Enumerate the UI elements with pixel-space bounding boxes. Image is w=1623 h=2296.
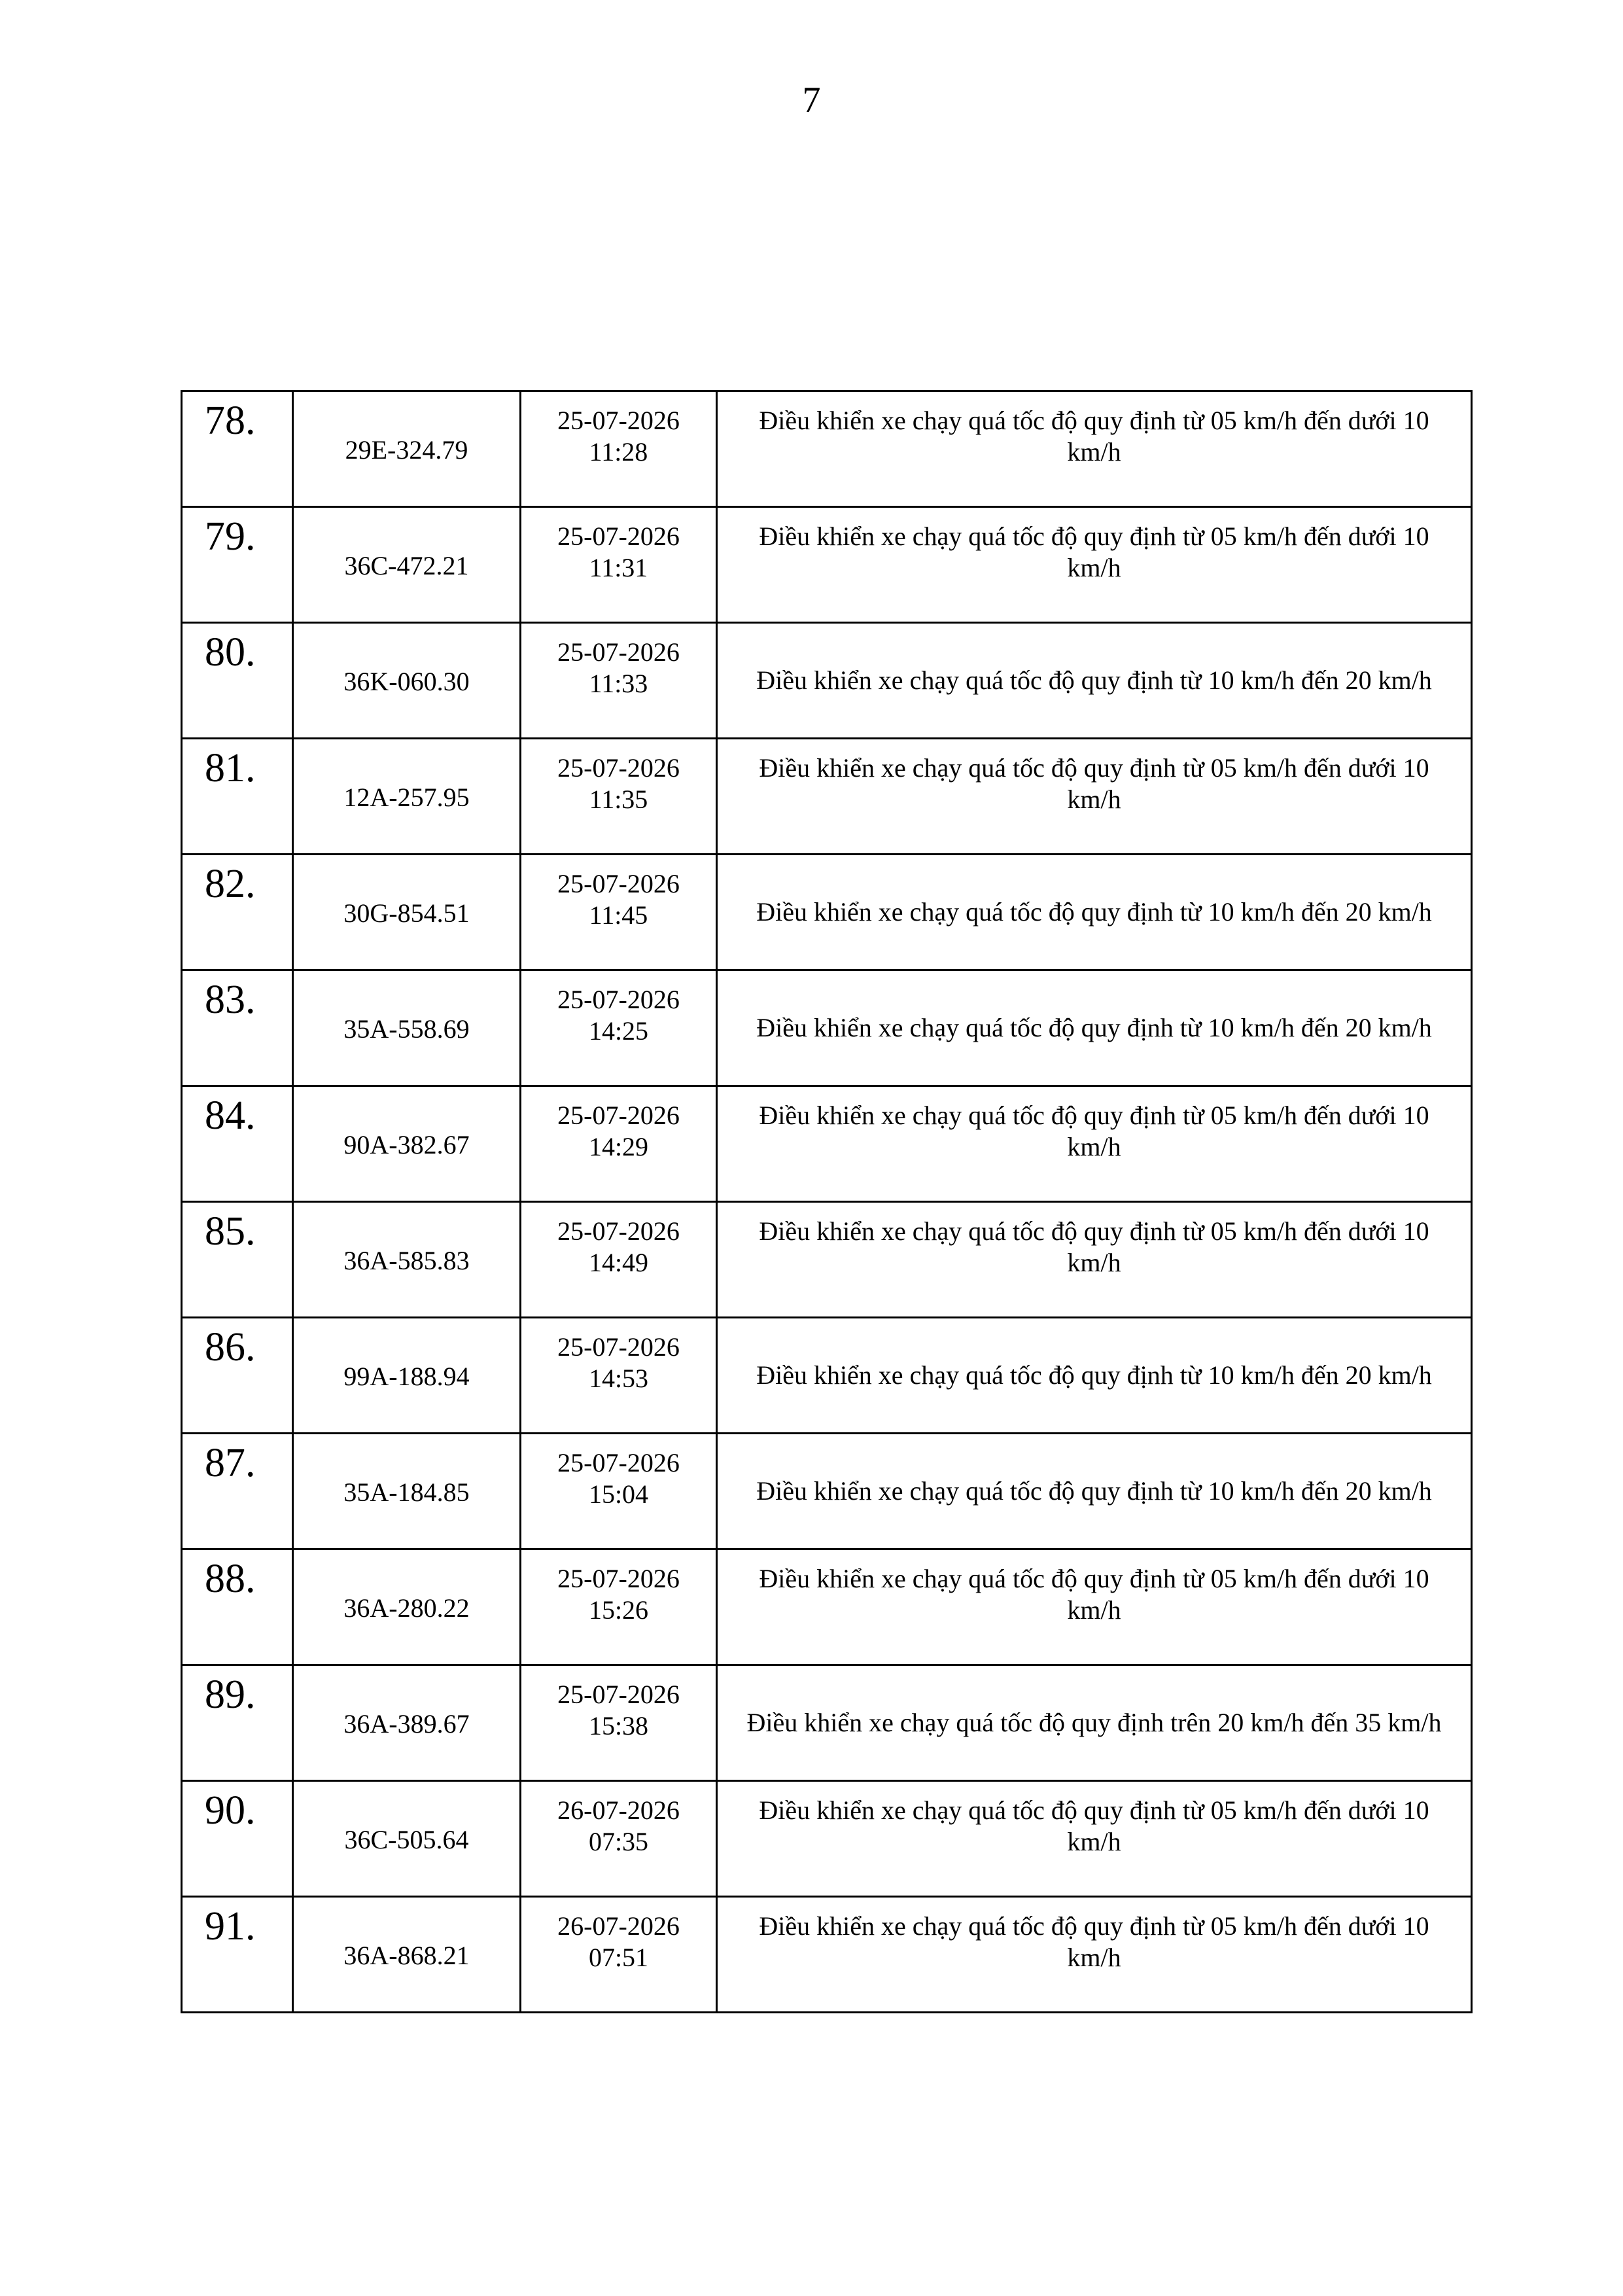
violation-time: 14:29 <box>588 1132 649 1161</box>
violation-datetime <box>521 391 717 507</box>
violation-date: 25-07-2026 <box>557 1564 680 1593</box>
violation-date: 26-07-2026 <box>557 1795 680 1825</box>
row-index: 79. <box>182 507 293 623</box>
violation-date: 25-07-2026 <box>557 1216 680 1246</box>
license-plate: 36C-472.21 <box>293 507 521 623</box>
violation-date: 25-07-2026 <box>557 1448 680 1477</box>
violation-datetime <box>521 1665 717 1781</box>
violation-time: 14:53 <box>588 1364 649 1393</box>
row-index: 81. <box>182 739 293 855</box>
violation-datetime <box>521 855 717 970</box>
violation-description: Điều khiển xe chạy quá tốc độ quy định từ 05 km/h đến dưới 10 km/h <box>717 739 1472 855</box>
license-plate: 36A-868.21 <box>293 1897 521 2013</box>
violation-description: Điều khiển xe chạy quá tốc độ quy định từ 10 km/h đến 20 km/h <box>717 623 1472 739</box>
license-plate: 90A-382.67 <box>293 1086 521 1202</box>
violation-time: 11:28 <box>589 437 648 467</box>
violation-time: 11:35 <box>589 785 648 814</box>
table-row <box>182 739 1472 855</box>
page-number: 7 <box>802 80 821 120</box>
violation-time: 14:25 <box>588 1016 649 1046</box>
table-row <box>182 1781 1472 1897</box>
license-plate: 36A-280.22 <box>293 1549 521 1665</box>
violations-table <box>181 390 1473 2013</box>
license-plate: 36K-060.30 <box>293 623 521 739</box>
row-index: 80. <box>182 623 293 739</box>
violation-description: Điều khiển xe chạy quá tốc độ quy định từ 05 km/h đến dưới 10 km/h <box>717 391 1472 507</box>
row-index: 90. <box>182 1781 293 1897</box>
violation-time: 15:04 <box>588 1479 649 1509</box>
license-plate: 36C-505.64 <box>293 1781 521 1897</box>
violation-datetime <box>521 1434 717 1549</box>
row-index: 87. <box>182 1434 293 1549</box>
violation-date: 25-07-2026 <box>557 1101 680 1130</box>
violation-time: 15:38 <box>588 1711 649 1740</box>
table-row <box>182 1318 1472 1434</box>
violation-datetime <box>521 1781 717 1897</box>
violation-date: 25-07-2026 <box>557 985 680 1014</box>
violation-description: Điều khiển xe chạy quá tốc độ quy định từ 10 km/h đến 20 km/h <box>717 855 1472 970</box>
row-index: 78. <box>182 391 293 507</box>
violation-time: 11:33 <box>589 669 648 698</box>
row-index: 83. <box>182 970 293 1086</box>
table-row <box>182 1897 1472 2013</box>
violation-date: 25-07-2026 <box>557 1332 680 1362</box>
row-index: 84. <box>182 1086 293 1202</box>
violation-time: 07:51 <box>588 1943 649 1972</box>
violation-date: 25-07-2026 <box>557 753 680 783</box>
violation-datetime <box>521 1202 717 1318</box>
license-plate: 12A-257.95 <box>293 739 521 855</box>
violation-time: 14:49 <box>588 1248 649 1277</box>
violation-description: Điều khiển xe chạy quá tốc độ quy định trên 20 km/h đến 35 km/h <box>717 1665 1472 1781</box>
violation-description: Điều khiển xe chạy quá tốc độ quy định từ 05 km/h đến dưới 10 km/h <box>717 1086 1472 1202</box>
row-index: 86. <box>182 1318 293 1434</box>
violation-description: Điều khiển xe chạy quá tốc độ quy định từ 05 km/h đến dưới 10 km/h <box>717 1549 1472 1665</box>
violation-time: 07:35 <box>588 1827 649 1856</box>
violation-date: 26-07-2026 <box>557 1911 680 1941</box>
license-plate: 35A-558.69 <box>293 970 521 1086</box>
violation-description: Điều khiển xe chạy quá tốc độ quy định từ 10 km/h đến 20 km/h <box>717 1434 1472 1549</box>
violation-date: 25-07-2026 <box>557 637 680 667</box>
table-row <box>182 1434 1472 1549</box>
table-row <box>182 1086 1472 1202</box>
row-index: 89. <box>182 1665 293 1781</box>
license-plate: 29E-324.79 <box>293 391 521 507</box>
violation-date: 25-07-2026 <box>557 1680 680 1709</box>
table-row <box>182 507 1472 623</box>
table-row <box>182 855 1472 970</box>
violation-datetime <box>521 1086 717 1202</box>
violation-time: 15:26 <box>588 1595 649 1625</box>
violation-datetime <box>521 1318 717 1434</box>
table-row <box>182 1202 1472 1318</box>
violation-datetime <box>521 507 717 623</box>
violation-datetime <box>521 1897 717 2013</box>
violation-description: Điều khiển xe chạy quá tốc độ quy định từ 05 km/h đến dưới 10 km/h <box>717 1781 1472 1897</box>
row-index: 91. <box>182 1897 293 2013</box>
violation-datetime <box>521 970 717 1086</box>
row-index: 85. <box>182 1202 293 1318</box>
violation-date: 25-07-2026 <box>557 521 680 551</box>
license-plate: 30G-854.51 <box>293 855 521 970</box>
table-row <box>182 1665 1472 1781</box>
violation-time: 11:31 <box>589 553 648 582</box>
violation-description: Điều khiển xe chạy quá tốc độ quy định từ 05 km/h đến dưới 10 km/h <box>717 1202 1472 1318</box>
row-index: 82. <box>182 855 293 970</box>
violation-time: 11:45 <box>589 900 648 930</box>
row-index: 88. <box>182 1549 293 1665</box>
violation-date: 25-07-2026 <box>557 406 680 435</box>
violation-datetime <box>521 739 717 855</box>
license-plate: 99A-188.94 <box>293 1318 521 1434</box>
table-row <box>182 391 1472 507</box>
table-row <box>182 1549 1472 1665</box>
license-plate: 36A-585.83 <box>293 1202 521 1318</box>
violation-description: Điều khiển xe chạy quá tốc độ quy định từ 05 km/h đến dưới 10 km/h <box>717 1897 1472 2013</box>
violation-description: Điều khiển xe chạy quá tốc độ quy định từ 05 km/h đến dưới 10 km/h <box>717 507 1472 623</box>
violation-datetime <box>521 623 717 739</box>
violations-table-body <box>182 391 1472 2013</box>
violation-datetime <box>521 1549 717 1665</box>
violation-description: Điều khiển xe chạy quá tốc độ quy định từ 10 km/h đến 20 km/h <box>717 970 1472 1086</box>
table-row <box>182 623 1472 739</box>
license-plate: 36A-389.67 <box>293 1665 521 1781</box>
table-row <box>182 970 1472 1086</box>
violation-date: 25-07-2026 <box>557 869 680 898</box>
license-plate: 35A-184.85 <box>293 1434 521 1549</box>
violation-description: Điều khiển xe chạy quá tốc độ quy định từ 10 km/h đến 20 km/h <box>717 1318 1472 1434</box>
